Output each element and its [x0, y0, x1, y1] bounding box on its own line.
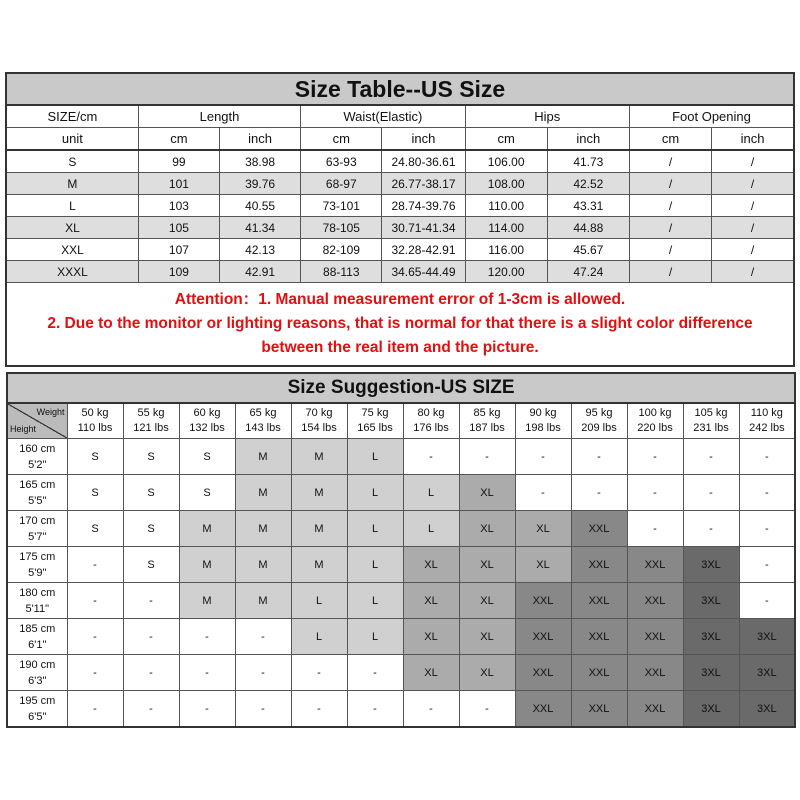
suggested-size-cell: 3XL — [683, 619, 739, 655]
weight-lbs: 165 lbs — [357, 422, 393, 434]
suggested-size-cell: M — [235, 583, 291, 619]
weight-header-cell — [235, 403, 291, 439]
unit-cell: cm — [138, 128, 219, 151]
table-row — [6, 173, 794, 195]
suggested-size-cell: - — [739, 439, 795, 475]
suggestion-row — [7, 475, 795, 511]
height-ft: 6'3" — [28, 674, 47, 687]
note-line-2: 2. Due to the monitor or lighting reasons, that is normal for that there is a slight color difference — [47, 315, 753, 332]
header-waist: Waist(Elastic) — [301, 105, 465, 128]
height-ft: 5'7" — [28, 530, 47, 543]
table-cell: 106.00 — [465, 150, 547, 173]
suggested-size-cell: - — [123, 655, 179, 691]
suggested-size-cell: - — [347, 691, 403, 728]
weight-lbs: 110 lbs — [77, 422, 113, 434]
suggested-size-cell: S — [179, 475, 235, 511]
table-cell: 63-93 — [301, 150, 382, 173]
size-table-header-row — [6, 105, 794, 128]
table-cell: 38.98 — [220, 150, 301, 173]
height-ft: 5'11" — [25, 602, 50, 615]
height-label-cell — [7, 475, 67, 511]
height-cm: 185 cm — [19, 622, 56, 635]
table-cell: / — [712, 173, 794, 195]
suggested-size-cell: - — [739, 547, 795, 583]
table-cell: 41.73 — [547, 150, 629, 173]
table-cell: 32.28-42.91 — [382, 239, 465, 261]
suggested-size-cell: S — [67, 439, 123, 475]
height-label-cell — [7, 511, 67, 547]
suggested-size-cell: XXL — [515, 691, 571, 728]
suggested-size-cell: - — [347, 655, 403, 691]
suggested-size-cell: - — [571, 475, 627, 511]
suggested-size-cell: - — [515, 475, 571, 511]
table-cell: 109 — [138, 261, 219, 283]
suggested-size-cell: - — [179, 691, 235, 728]
suggested-size-cell: S — [123, 475, 179, 511]
table-cell: 42.91 — [220, 261, 301, 283]
suggested-size-cell: XL — [403, 583, 459, 619]
header-hips: Hips — [465, 105, 629, 128]
suggested-size-cell: S — [179, 439, 235, 475]
size-table-body — [6, 150, 794, 283]
table-cell: / — [712, 217, 794, 239]
height-cm: 190 cm — [19, 658, 56, 671]
suggested-size-cell: - — [291, 655, 347, 691]
suggested-size-cell: 3XL — [739, 655, 795, 691]
suggested-size-cell: XL — [515, 511, 571, 547]
unit-cell: unit — [6, 128, 138, 151]
table-cell: 114.00 — [465, 217, 547, 239]
suggested-size-cell: - — [571, 439, 627, 475]
table-cell: 88-113 — [301, 261, 382, 283]
suggested-size-cell: XXL — [571, 511, 627, 547]
table-cell: 45.67 — [547, 239, 629, 261]
size-label-cell: XL — [6, 217, 138, 239]
height-cm: 180 cm — [19, 586, 56, 599]
suggested-size-cell: - — [683, 439, 739, 475]
suggestion-row — [7, 655, 795, 691]
table-cell: 82-109 — [301, 239, 382, 261]
weight-header-cell — [627, 403, 683, 439]
weight-kg: 100 kg — [638, 407, 672, 419]
suggested-size-cell: XXL — [627, 655, 683, 691]
table-cell: 103 — [138, 195, 219, 217]
table-cell: 47.24 — [547, 261, 629, 283]
weight-kg: 80 kg — [417, 407, 445, 419]
suggested-size-cell: - — [739, 475, 795, 511]
suggested-size-cell: XXL — [515, 583, 571, 619]
suggested-size-cell: XL — [459, 475, 515, 511]
weight-kg: 50 kg — [81, 407, 109, 419]
suggested-size-cell: L — [403, 475, 459, 511]
height-cm: 175 cm — [19, 550, 56, 563]
suggested-size-cell: L — [347, 547, 403, 583]
suggested-size-cell: M — [179, 511, 235, 547]
suggested-size-cell: L — [291, 619, 347, 655]
table-cell: / — [629, 150, 711, 173]
weight-kg: 65 kg — [249, 407, 277, 419]
note-line-1: Attention：1. Manual measurement error of 1-3cm is allowed. — [174, 291, 626, 308]
suggested-size-cell: M — [291, 547, 347, 583]
suggestion-row — [7, 547, 795, 583]
suggested-size-cell: XL — [459, 583, 515, 619]
table-cell: / — [629, 217, 711, 239]
weight-lbs: 132 lbs — [189, 422, 225, 434]
suggested-size-cell: 3XL — [683, 655, 739, 691]
weight-kg: 90 kg — [529, 407, 557, 419]
size-table — [5, 72, 795, 367]
table-cell: 110.00 — [465, 195, 547, 217]
height-label-cell — [7, 691, 67, 728]
suggested-size-cell: L — [347, 439, 403, 475]
height-ft: 6'1" — [28, 638, 47, 651]
suggested-size-cell: - — [67, 583, 123, 619]
suggested-size-cell: S — [123, 439, 179, 475]
suggested-size-cell: - — [235, 655, 291, 691]
suggested-size-cell: S — [67, 511, 123, 547]
suggested-size-cell: XXL — [627, 583, 683, 619]
suggested-size-cell: M — [291, 511, 347, 547]
height-ft: 5'2" — [28, 458, 47, 471]
suggested-size-cell: 3XL — [739, 691, 795, 728]
size-label-cell: L — [6, 195, 138, 217]
weight-kg: 95 kg — [585, 407, 613, 419]
height-label-cell — [7, 655, 67, 691]
suggestion-row — [7, 583, 795, 619]
weight-lbs: 209 lbs — [581, 422, 617, 434]
weight-header-cell — [179, 403, 235, 439]
table-cell: 78-105 — [301, 217, 382, 239]
suggested-size-cell: - — [403, 691, 459, 728]
suggested-size-cell: XL — [515, 547, 571, 583]
table-cell: 116.00 — [465, 239, 547, 261]
unit-cell: cm — [465, 128, 547, 151]
weight-header-cell — [571, 403, 627, 439]
suggested-size-cell: XXL — [515, 619, 571, 655]
height-ft: 6'5" — [28, 710, 47, 723]
weight-header-row — [7, 403, 795, 439]
height-ft: 5'9" — [28, 566, 47, 579]
weight-kg: 55 kg — [137, 407, 165, 419]
suggested-size-cell: - — [739, 511, 795, 547]
weight-lbs: 121 lbs — [133, 422, 169, 434]
suggested-size-cell: S — [67, 475, 123, 511]
header-size-cm: SIZE/cm — [6, 105, 138, 128]
suggested-size-cell: L — [347, 511, 403, 547]
unit-cell: inch — [712, 128, 794, 151]
table-cell: 105 — [138, 217, 219, 239]
table-cell: 24.80-36.61 — [382, 150, 465, 173]
suggested-size-cell: M — [291, 475, 347, 511]
suggested-size-cell: - — [459, 691, 515, 728]
size-suggestion-table — [6, 372, 796, 728]
suggested-size-cell: XL — [459, 619, 515, 655]
suggested-size-cell: - — [67, 619, 123, 655]
weight-kg: 60 kg — [193, 407, 221, 419]
unit-cell: cm — [301, 128, 382, 151]
suggested-size-cell: XXL — [571, 619, 627, 655]
weight-header-cell — [515, 403, 571, 439]
weight-kg: 70 kg — [305, 407, 333, 419]
suggested-size-cell: - — [123, 619, 179, 655]
table-row — [6, 261, 794, 283]
weight-header-cell — [403, 403, 459, 439]
table-cell: / — [712, 261, 794, 283]
suggested-size-cell: XL — [403, 547, 459, 583]
size-label-cell: M — [6, 173, 138, 195]
table-cell: 120.00 — [465, 261, 547, 283]
suggested-size-cell: - — [123, 583, 179, 619]
suggested-size-cell: 3XL — [683, 547, 739, 583]
corner-height-label: Height — [10, 424, 37, 434]
weight-header-cell — [739, 403, 795, 439]
suggested-size-cell: M — [235, 511, 291, 547]
height-cm: 195 cm — [19, 694, 56, 707]
suggested-size-cell: - — [627, 439, 683, 475]
weight-lbs: 143 lbs — [245, 422, 281, 434]
weight-lbs: 154 lbs — [301, 422, 337, 434]
suggested-size-cell: - — [739, 583, 795, 619]
suggestion-row — [7, 511, 795, 547]
size-table-unit-row — [6, 128, 794, 151]
suggested-size-cell: - — [627, 511, 683, 547]
suggested-size-cell: M — [235, 439, 291, 475]
suggested-size-cell: XL — [459, 511, 515, 547]
suggested-size-cell: XL — [459, 547, 515, 583]
suggested-size-cell: XL — [403, 655, 459, 691]
table-row — [6, 239, 794, 261]
table-cell: 42.52 — [547, 173, 629, 195]
table-row — [6, 150, 794, 173]
suggested-size-cell: M — [179, 583, 235, 619]
height-cm: 160 cm — [19, 442, 56, 455]
suggested-size-cell: - — [683, 511, 739, 547]
suggested-size-cell: M — [235, 547, 291, 583]
weight-lbs: 176 lbs — [413, 422, 449, 434]
table-cell: / — [712, 195, 794, 217]
suggested-size-cell: XXL — [571, 691, 627, 728]
height-label-cell — [7, 439, 67, 475]
suggested-size-cell: - — [179, 655, 235, 691]
corner-weight-label: Weight — [36, 407, 65, 417]
table-cell: 40.55 — [220, 195, 301, 217]
weight-lbs: 220 lbs — [637, 422, 673, 434]
suggested-size-cell: - — [235, 691, 291, 728]
weight-lbs: 242 lbs — [749, 422, 785, 434]
header-foot-opening: Foot Opening — [629, 105, 794, 128]
table-cell: 41.34 — [220, 217, 301, 239]
table-cell: 28.74-39.76 — [382, 195, 465, 217]
table-row — [6, 195, 794, 217]
height-label-cell — [7, 619, 67, 655]
suggested-size-cell: - — [459, 439, 515, 475]
unit-cell: inch — [547, 128, 629, 151]
table-row — [6, 217, 794, 239]
table-cell: 44.88 — [547, 217, 629, 239]
unit-cell: inch — [220, 128, 301, 151]
height-label-cell — [7, 547, 67, 583]
suggested-size-cell: - — [123, 691, 179, 728]
table-cell: / — [712, 150, 794, 173]
weight-header-cell — [291, 403, 347, 439]
height-cm: 170 cm — [19, 514, 56, 527]
table-cell: / — [629, 239, 711, 261]
table-cell: 26.77-38.17 — [382, 173, 465, 195]
suggested-size-cell: L — [403, 511, 459, 547]
suggested-size-cell: L — [291, 583, 347, 619]
suggested-size-cell: S — [123, 511, 179, 547]
unit-cell: cm — [629, 128, 711, 151]
suggested-size-cell: XXL — [571, 583, 627, 619]
suggested-size-cell: XXL — [627, 619, 683, 655]
suggested-size-cell: L — [347, 583, 403, 619]
suggested-size-cell: - — [291, 691, 347, 728]
table-cell: 101 — [138, 173, 219, 195]
table-cell: 108.00 — [465, 173, 547, 195]
suggestion-title: Size Suggestion-US SIZE — [7, 373, 795, 403]
suggested-size-cell: - — [179, 619, 235, 655]
height-ft: 5'5" — [28, 494, 47, 507]
suggested-size-cell: S — [123, 547, 179, 583]
suggested-size-cell: L — [347, 619, 403, 655]
suggested-size-cell: M — [291, 439, 347, 475]
suggested-size-cell: - — [627, 475, 683, 511]
suggested-size-cell: XXL — [627, 547, 683, 583]
suggestion-body — [7, 439, 795, 728]
weight-lbs: 198 lbs — [525, 422, 561, 434]
table-cell: / — [629, 261, 711, 283]
suggested-size-cell: - — [683, 475, 739, 511]
suggested-size-cell: 3XL — [683, 583, 739, 619]
suggested-size-cell: XXL — [571, 655, 627, 691]
table-cell: / — [629, 195, 711, 217]
size-label-cell: XXL — [6, 239, 138, 261]
suggested-size-cell: 3XL — [683, 691, 739, 728]
weight-header-cell — [67, 403, 123, 439]
suggested-size-cell: XXL — [627, 691, 683, 728]
suggested-size-cell: - — [67, 655, 123, 691]
table-cell: 30.71-41.34 — [382, 217, 465, 239]
table-cell: 34.65-44.49 — [382, 261, 465, 283]
table-cell: 73-101 — [301, 195, 382, 217]
suggested-size-cell: - — [67, 691, 123, 728]
weight-kg: 110 kg — [750, 407, 783, 419]
suggested-size-cell: XXL — [571, 547, 627, 583]
weight-height-corner — [7, 403, 67, 439]
suggested-size-cell: L — [347, 475, 403, 511]
weight-kg: 75 kg — [361, 407, 389, 419]
suggested-size-cell: XL — [459, 655, 515, 691]
suggestion-row — [7, 439, 795, 475]
table-cell: 99 — [138, 150, 219, 173]
suggested-size-cell: M — [235, 475, 291, 511]
suggested-size-cell: - — [515, 439, 571, 475]
size-label-cell: S — [6, 150, 138, 173]
suggested-size-cell: - — [235, 619, 291, 655]
weight-header-cell — [347, 403, 403, 439]
height-label-cell — [7, 583, 67, 619]
suggested-size-cell: 3XL — [739, 619, 795, 655]
table-cell: 39.76 — [220, 173, 301, 195]
suggested-size-cell: M — [179, 547, 235, 583]
weight-header-cell — [459, 403, 515, 439]
size-label-cell: XXXL — [6, 261, 138, 283]
table-cell: / — [712, 239, 794, 261]
table-cell: 68-97 — [301, 173, 382, 195]
attention-note — [6, 283, 794, 367]
note-line-3: between the real item and the picture. — [261, 339, 539, 356]
weight-lbs: 231 lbs — [693, 422, 729, 434]
suggestion-row — [7, 619, 795, 655]
suggested-size-cell: XXL — [515, 655, 571, 691]
size-table-title: Size Table--US Size — [6, 73, 794, 105]
header-length: Length — [138, 105, 300, 128]
weight-header-cell — [123, 403, 179, 439]
table-cell: / — [629, 173, 711, 195]
weight-kg: 85 kg — [473, 407, 501, 419]
suggested-size-cell: XL — [403, 619, 459, 655]
table-cell: 42.13 — [220, 239, 301, 261]
weight-header-cell — [683, 403, 739, 439]
suggestion-row — [7, 691, 795, 728]
table-cell: 43.31 — [547, 195, 629, 217]
table-cell: 107 — [138, 239, 219, 261]
suggested-size-cell: - — [403, 439, 459, 475]
suggested-size-cell: - — [67, 547, 123, 583]
height-cm: 165 cm — [19, 478, 56, 491]
unit-cell: inch — [382, 128, 465, 151]
weight-lbs: 187 lbs — [469, 422, 505, 434]
weight-kg: 105 kg — [694, 407, 728, 419]
